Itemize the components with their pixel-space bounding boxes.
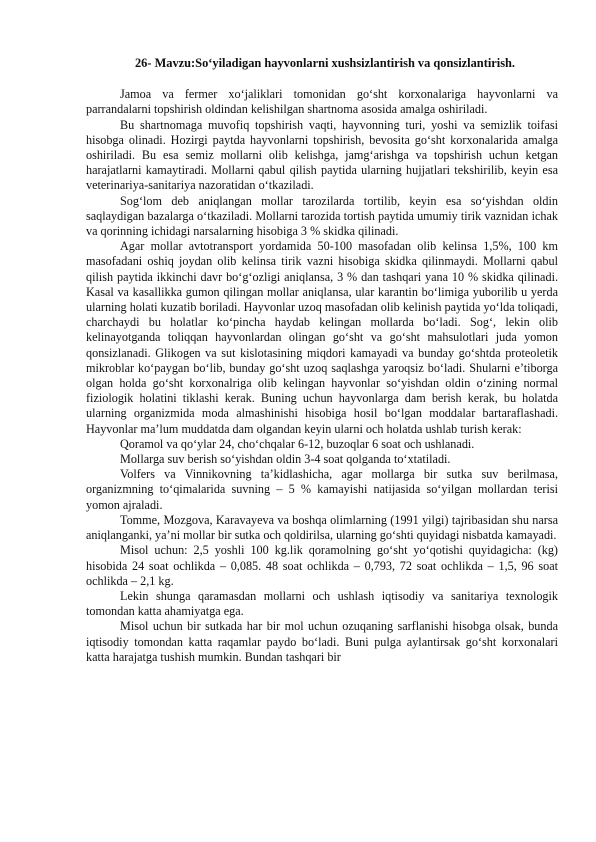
paragraph-4: Agar mollar avtotransport yordamida 50-100 masofadan olib kelinsa 1,5%, 100 km masofadani oshiq joydan olib kelinsa tirik vazni hisobiga skidka qilinmaydi. Mollarni qabul qilish paytida ikkinchi davr bo‘g‘ozligi aniqlansa, 3 % dan tashqari yana 10 % skidka qilinadi. Kasal va kasallikka gumon qilingan mollar aniqlansa, ular karantin bo‘limiga yuborilib u yerda ularning holati kuzatib boriladi. Hayvonlar uzoq masofadan olib kelinish paytida yo‘lda toliqadi, charchaydi bu holatlar ko‘pincha haydab kelingan mollarda bo‘ladi. Sog‘, lekin olib kelinayotganda toliqqan hayvonlardan olingan go‘sht va go‘sht mahsulotlari juda yomon qonsizlanadi. Glikogen va sut kislotasining miqdori kamayadi va bunday go‘shtda proteoletik mikroblar ko‘paygan bo‘lib, bunday go‘sht uzoq saqlashga yaroqsiz bo‘ladi. Shularni e’tiborga olgan holda go‘sht korxonalriga olib kelingan hayvonlar so‘yishdan oldin o‘zining normal fiziologik holatini tiklashi kerak. Buning uchun hayvonlarga dam berish kerak, bu holatda ularning organizmida moda almashinishi hisobiga hosil bo‘lgan moddalar bartaraflashadi. Hayvonlar ma’lum muddatda dam olgandan keyin ularni och holatda ushlab turish kerak: [86, 239, 558, 436]
paragraph-3: Sog‘lom deb aniqlangan mollar tarozilarda tortilib, keyin esa so‘yishdan oldin saqlaydigan bazalarga o‘tkaziladi. Mollarni tarozida tortish paytida umumiy tirik vaznidan ichak va qorinning ichidagi narsalarning hisobiga 3 % skidka qilinadi. [86, 193, 558, 239]
page-title: 26- Mavzu:So‘yiladigan hayvonlarni xushsizlantirish va qonsizlantirish. [134, 56, 516, 70]
document-page [86, 56, 558, 665]
paragraph-8: Tomme, Mozgova, Karavayeva va boshqa olimlarning (1991 yilgi) tajribasidan shu narsa aniqlanganki, ya’ni mollar bir sutka och qoldirilsa, ularning go‘shti quyidagi nisbatda kamayadi. [86, 512, 558, 543]
paragraph-11: Misol uchun bir sutkada har bir mol uchun ozuqaning sarflanishi hisobga olsak, bunda iqtisodiy tomondan katta raqamlar paydo bo‘ladi. Buni pulga aylantirsak go‘sht korxonalari katta harajatga tushish mumkin. Bundan tashqari bir [86, 619, 558, 664]
paragraph-5: Qoramol va qo‘ylar 24, cho‘chqalar 6-12, buzoqlar 6 soat och ushlanadi. [120, 436, 475, 451]
paragraph-7: Volfers va Vinnikovning ta’kidlashicha, agar mollarga bir sutka suv berilmasa, organizmning to‘qimalarida suvning – 5 % kamayishi natijasida so‘yilgan mollardan terisi yomon ajraladi. [86, 467, 558, 512]
paragraph-6: Mollarga suv berish so‘yishdan oldin 3-4 soat qolganda to‘xtatiladi. [120, 452, 451, 467]
paragraph-2: Bu shartnomaga muvofiq topshirish vaqti, hayvonning turi, yoshi va semizlik toifasi hisobga olinadi. Hozirgi paytda hayvonlarni topshirish, bevosita go‘sht korxonalarida amalga oshiriladi. Bu esa semiz mollarni olib kelishga, jamg‘arishga va topshirish uchun ketgan harajatlarni kamaytiradi. Mollarni qabul qilish paytida ularning hujjatlari tekshirilib, keyin esa veterinariya-sanitariya nazoratidan o‘tkaziladi. [86, 117, 558, 193]
paragraph-1: Jamoa va fermer xo‘jaliklari tomonidan go‘sht korxonalariga hayvonlarni va parrandalarni topshirish oldindan kelishilgan shartnoma asosida amalga oshiriladi. [86, 87, 558, 117]
paragraph-9: Misol uchun: 2,5 yoshli 100 kg.lik qoramolning go‘sht yo‘qotishi quyidagicha: (kg) hisobida 24 soat ochlikda – 0,085. 48 soat ochlikda – 0,793, 72 soat ochlikda – 1,5, 96 soat ochlikda – 2,1 kg. [86, 543, 558, 588]
paragraph-10: Lekin shunga qaramasdan mollarni och ushlash iqtisodiy va sanitariya texnologik tomondan katta ahamiyatga ega. [86, 588, 558, 619]
